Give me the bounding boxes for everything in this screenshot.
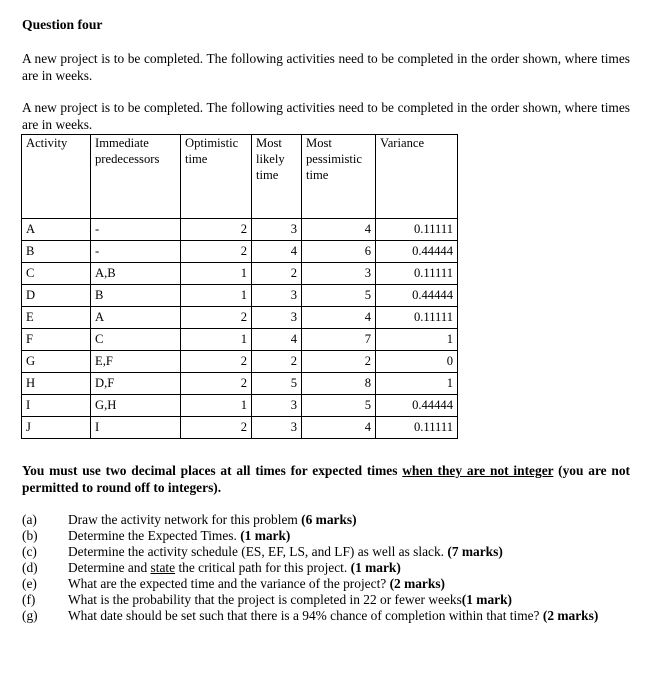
header-predecessors: Immediate predecessors [91, 135, 181, 219]
question-b: (b) Determine the Expected Times. (1 mark) [22, 528, 291, 543]
cell-most-likely: 2 [252, 263, 302, 285]
cell-predecessors: - [91, 241, 181, 263]
cell-pessimistic: 6 [302, 241, 376, 263]
header-activity: Activity [22, 135, 91, 219]
table-row [22, 329, 458, 351]
instruction-note: You must use two decimal places at all times for expected times when they are not integer (you are not permitted to round off to integers). [22, 463, 630, 495]
cell-most-likely: 3 [252, 307, 302, 329]
cell-optimistic: 2 [181, 351, 252, 373]
cell-most-likely: 4 [252, 329, 302, 351]
cell-optimistic: 2 [181, 307, 252, 329]
cell-predecessors: E,F [91, 351, 181, 373]
cell-variance: 0 [376, 351, 458, 373]
cell-activity: G [22, 351, 91, 373]
activity-table [21, 134, 458, 439]
cell-predecessors: A,B [91, 263, 181, 285]
cell-activity: F [22, 329, 91, 351]
cell-variance: 0.44444 [376, 285, 458, 307]
cell-predecessors: I [91, 417, 181, 439]
cell-optimistic: 1 [181, 285, 252, 307]
cell-variance: 0.11111 [376, 219, 458, 241]
question-letter: (d) [22, 560, 38, 575]
question-letter: (c) [22, 544, 37, 559]
cell-variance: 0.11111 [376, 263, 458, 285]
table-row [22, 241, 458, 263]
cell-pessimistic: 5 [302, 285, 376, 307]
cell-predecessors: B [91, 285, 181, 307]
cell-most-likely: 4 [252, 241, 302, 263]
cell-optimistic: 1 [181, 263, 252, 285]
cell-optimistic: 2 [181, 241, 252, 263]
question-f: (f) What is the probability that the project is completed in 22 or fewer weeks(1 mark) [22, 592, 512, 607]
table-row [22, 395, 458, 417]
cell-variance: 0.11111 [376, 307, 458, 329]
table-row [22, 219, 458, 241]
question-list [22, 512, 632, 624]
table-row [22, 285, 458, 307]
cell-most-likely: 3 [252, 417, 302, 439]
cell-variance: 0.44444 [376, 241, 458, 263]
cell-activity: J [22, 417, 91, 439]
cell-most-likely: 3 [252, 395, 302, 417]
question-letter: (g) [22, 608, 38, 623]
cell-pessimistic: 3 [302, 263, 376, 285]
table-row [22, 417, 458, 439]
cell-pessimistic: 7 [302, 329, 376, 351]
table-row [22, 307, 458, 329]
cell-variance: 1 [376, 329, 458, 351]
cell-pessimistic: 5 [302, 395, 376, 417]
question-c: (c) Determine the activity schedule (ES, EF, LS, and LF) as well as slack. (7 marks) [22, 544, 503, 559]
cell-activity: E [22, 307, 91, 329]
question-heading: Question four [22, 17, 103, 32]
question-letter: (e) [22, 576, 37, 591]
question-e: (e) What are the expected time and the variance of the project? (2 marks) [22, 576, 445, 591]
cell-optimistic: 1 [181, 329, 252, 351]
header-most-likely: Most likely time [252, 135, 302, 219]
question-letter: (b) [22, 528, 38, 543]
cell-pessimistic: 4 [302, 219, 376, 241]
cell-activity: B [22, 241, 91, 263]
question-d: (d) Determine and state the critical path for this project. (1 mark) [22, 560, 401, 575]
cell-variance: 1 [376, 373, 458, 395]
intro-paragraph-1: A new project is to be completed. The following activities need to be completed in the order shown, where times are in weeks. [22, 51, 630, 83]
cell-activity: C [22, 263, 91, 285]
cell-optimistic: 2 [181, 417, 252, 439]
cell-variance: 0.11111 [376, 417, 458, 439]
cell-optimistic: 2 [181, 219, 252, 241]
cell-most-likely: 3 [252, 219, 302, 241]
table-row [22, 373, 458, 395]
header-variance: Variance [376, 135, 458, 219]
cell-pessimistic: 4 [302, 417, 376, 439]
cell-activity: I [22, 395, 91, 417]
cell-pessimistic: 4 [302, 307, 376, 329]
cell-most-likely: 2 [252, 351, 302, 373]
cell-pessimistic: 8 [302, 373, 376, 395]
question-letter: (a) [22, 512, 37, 527]
cell-activity: A [22, 219, 91, 241]
cell-predecessors: A [91, 307, 181, 329]
table-header-row [22, 135, 458, 219]
cell-predecessors: C [91, 329, 181, 351]
question-g: (g) What date should be set such that there is a 94% chance of completion within that time? (2 marks) [22, 608, 599, 623]
cell-predecessors: - [91, 219, 181, 241]
cell-activity: D [22, 285, 91, 307]
cell-predecessors: G,H [91, 395, 181, 417]
question-a: (a) Draw the activity network for this problem (6 marks) [22, 512, 357, 527]
table-row [22, 351, 458, 373]
cell-most-likely: 3 [252, 285, 302, 307]
table-row [22, 263, 458, 285]
cell-optimistic: 2 [181, 373, 252, 395]
cell-most-likely: 5 [252, 373, 302, 395]
cell-optimistic: 1 [181, 395, 252, 417]
cell-pessimistic: 2 [302, 351, 376, 373]
header-pessimistic: Most pessimistic time [302, 135, 376, 219]
question-letter: (f) [22, 592, 36, 607]
intro-paragraph-2: A new project is to be completed. The following activities need to be completed in the order shown, where times are in weeks. [22, 100, 630, 132]
cell-predecessors: D,F [91, 373, 181, 395]
header-optimistic: Optimistic time [181, 135, 252, 219]
cell-activity: H [22, 373, 91, 395]
cell-variance: 0.44444 [376, 395, 458, 417]
